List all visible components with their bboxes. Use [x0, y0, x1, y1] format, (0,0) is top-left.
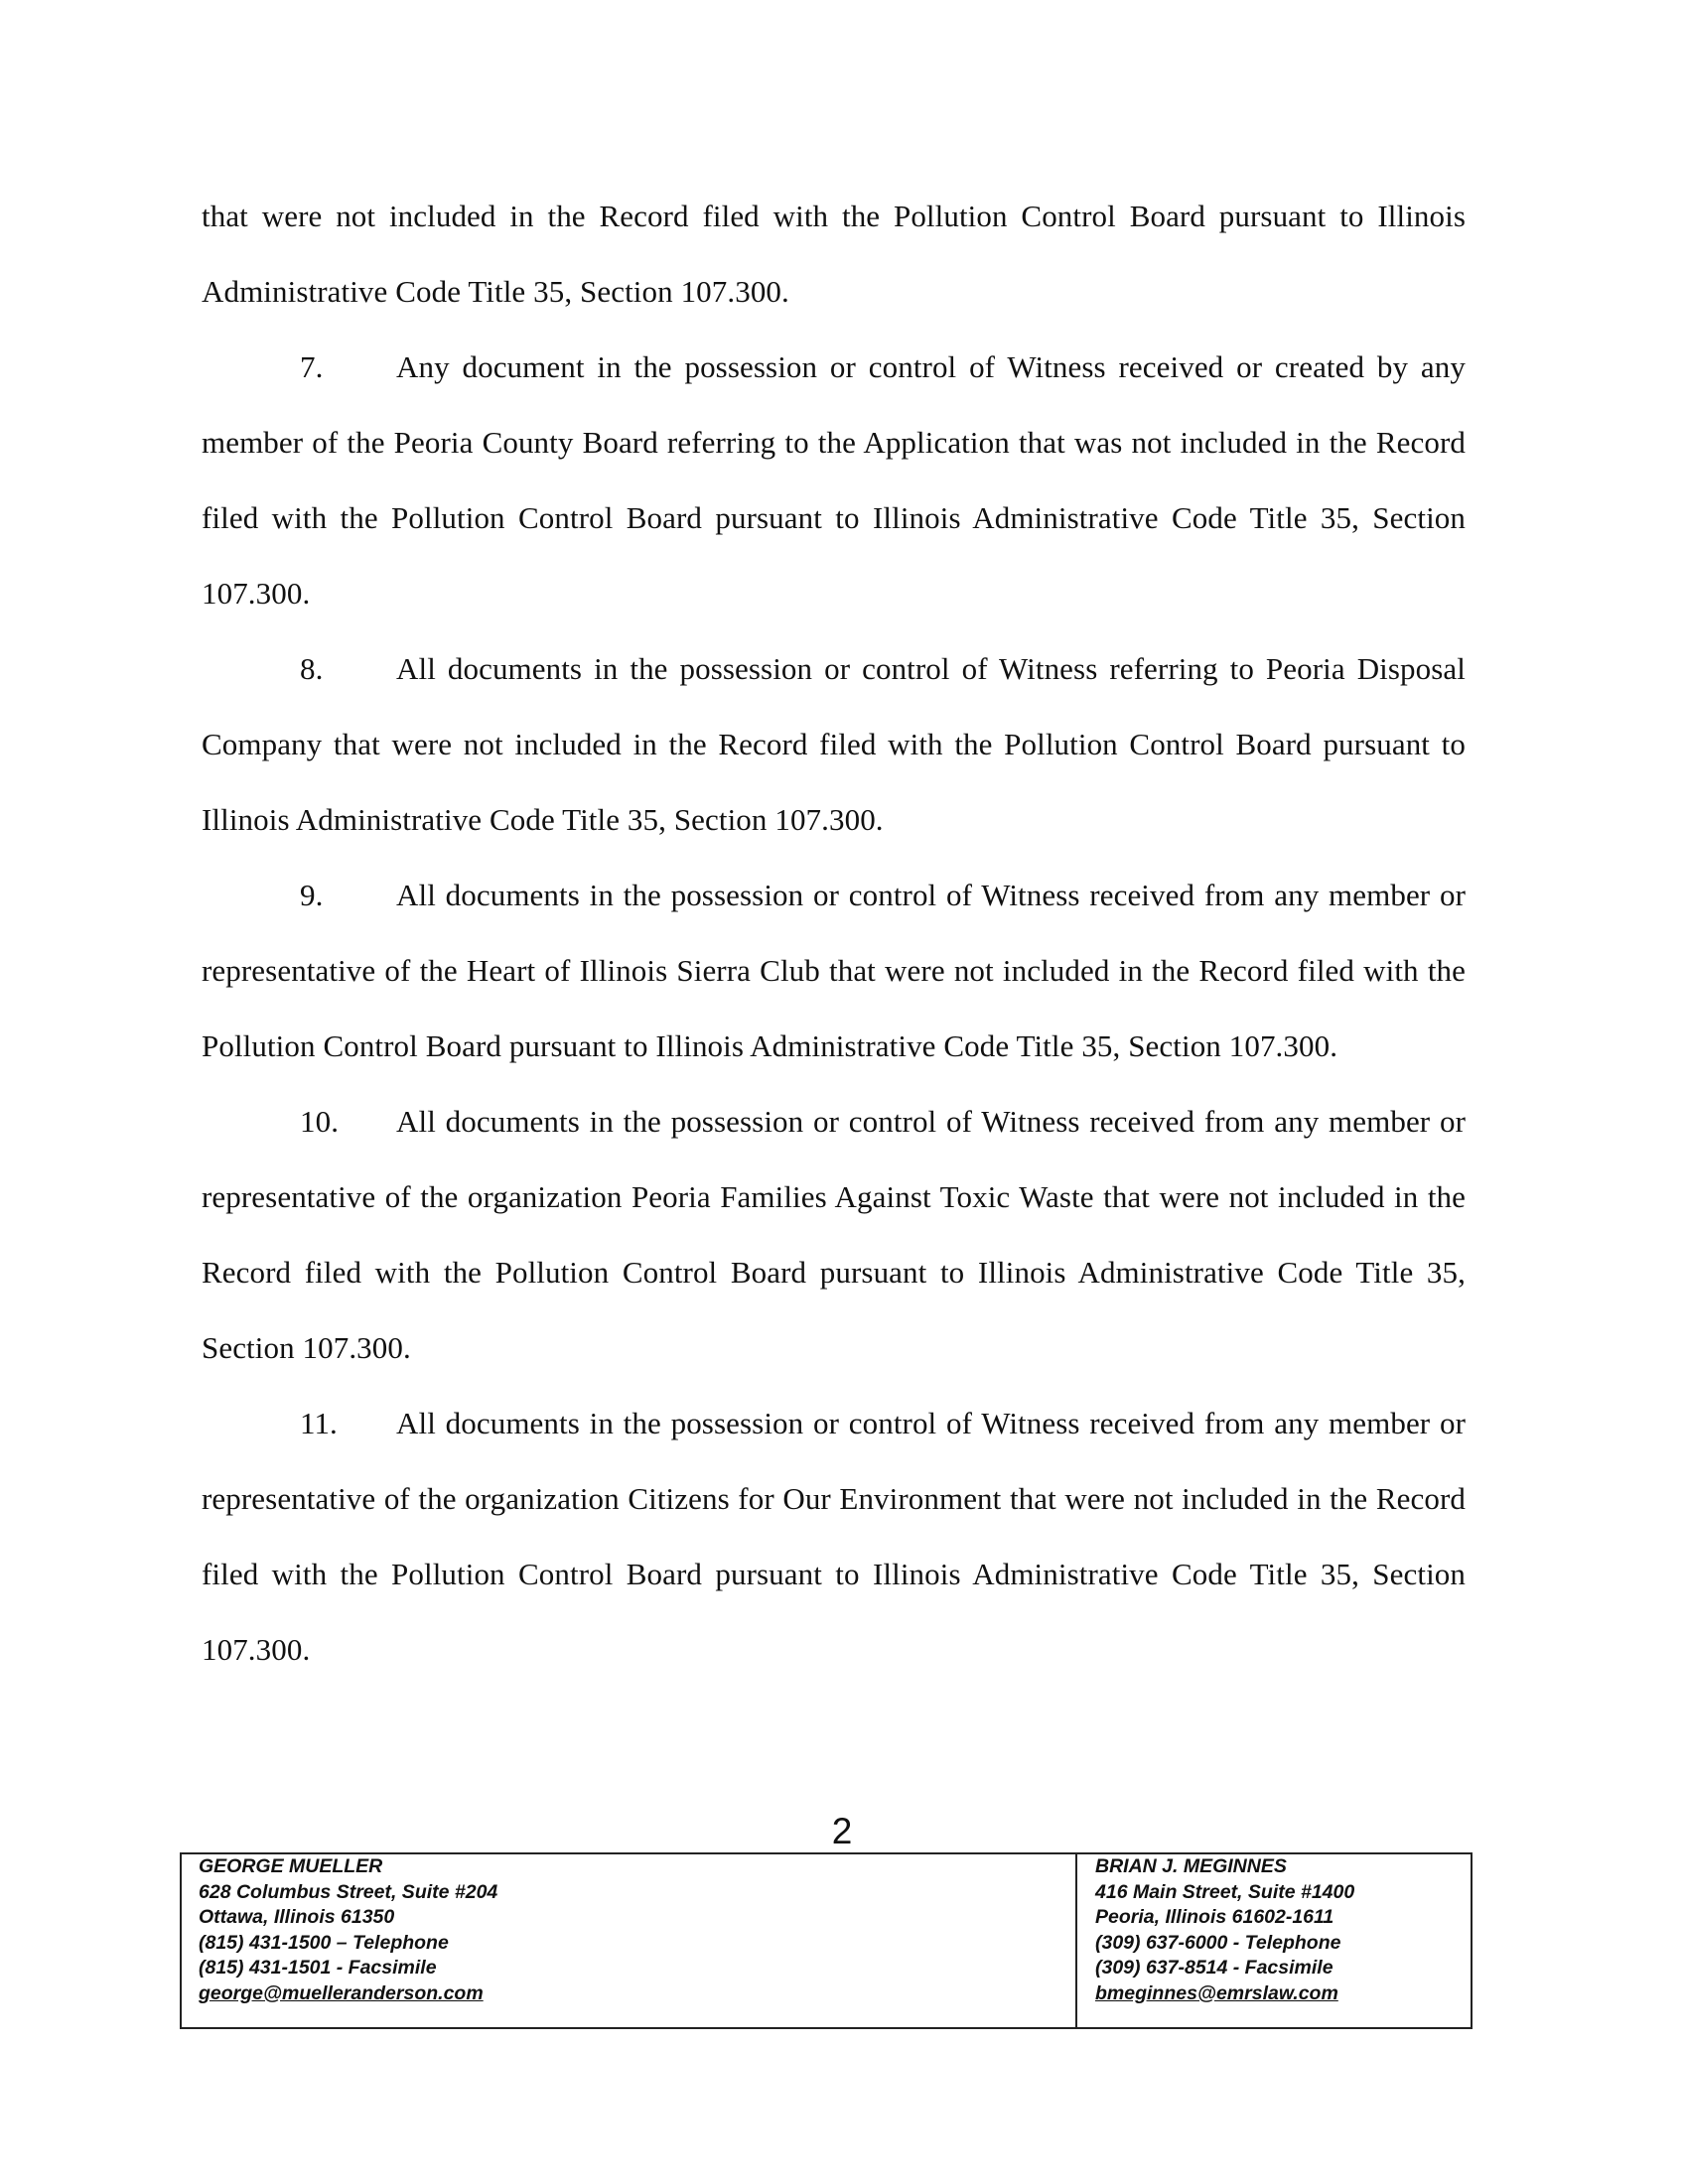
contact-email-link[interactable]: george@muelleranderson.com: [199, 1981, 484, 2004]
paragraph-text: that were not included in the Record filed with the Pollution Control Board pursuant to Illinois Administrative Code Title 35, Section 107.300.: [202, 199, 1466, 309]
paragraph-number: 8.: [300, 651, 324, 686]
paragraph-text: Any document in the possession or control of Witness received or created by any member of the Peoria County Board referring to the Application that was not included in the Record filed with the Pollution Control Board pursuant to Illinois Administrative Code Title 35, Section 107.300.: [202, 349, 1466, 611]
footer-divider: [1075, 1854, 1077, 2027]
paragraph-9: [202, 858, 1466, 1084]
paragraph-7: [202, 330, 1466, 631]
paragraph-number: 10.: [300, 1104, 340, 1139]
contact-address-line1: 628 Columbus Street, Suite #204: [199, 1880, 498, 1903]
contact-left: [199, 1854, 497, 2006]
paragraph-11: [202, 1386, 1466, 1688]
contact-name: BRIAN J. MEGINNES: [1095, 1855, 1287, 1877]
contact-phone: (815) 431-1500 – Telephone: [199, 1931, 449, 1954]
paragraph-text: All documents in the possession or control of Witness received from any member or representative of the organization Citizens for Our Environment that were not included in the Record filed with the Pollution Control Board pursuant to Illinois Administrative Code Title 35, Section 107.300.: [202, 1406, 1466, 1667]
contact-address-line2: Ottawa, Illinois 61350: [199, 1906, 395, 1928]
paragraph-text: All documents in the possession or control of Witness received from any member or representative of the Heart of Illinois Sierra Club that were not included in the Record filed with the Pollution Control Board pursuant to Illinois Administrative Code Title 35, Section 107.300.: [202, 878, 1466, 1063]
paragraph-continued: [202, 179, 1466, 330]
contact-address-line1: 416 Main Street, Suite #1400: [1095, 1880, 1355, 1903]
page-number: 2: [831, 1811, 853, 1851]
document-body: [202, 179, 1466, 1688]
contact-email-link[interactable]: bmeginnes@emrslaw.com: [1095, 1981, 1338, 2004]
paragraph-8: [202, 631, 1466, 858]
contact-right: [1095, 1854, 1354, 2006]
footer-contact-box: [180, 1852, 1473, 2029]
paragraph-10: [202, 1084, 1466, 1386]
paragraph-number: 11.: [300, 1406, 338, 1440]
contact-fax: (815) 431-1501 - Facsimile: [199, 1957, 437, 1979]
paragraph-text: All documents in the possession or control of Witness received from any member or representative of the organization Peoria Families Against Toxic Waste that were not included in the Record filed with the Pollution Control Board pursuant to Illinois Administrative Code Title 35, Section 107.300.: [202, 1104, 1466, 1365]
paragraph-number: 9.: [300, 878, 324, 912]
contact-name: GEORGE MUELLER: [199, 1855, 383, 1877]
paragraph-number: 7.: [300, 349, 324, 384]
contact-fax: (309) 637-8514 - Facsimile: [1095, 1957, 1333, 1979]
contact-phone: (309) 637-6000 - Telephone: [1095, 1931, 1341, 1954]
paragraph-text: All documents in the possession or control of Witness referring to Peoria Disposal Company that were not included in the Record filed with the Pollution Control Board pursuant to Illinois Administrative Code Title 35, Section 107.300.: [202, 651, 1466, 837]
contact-address-line2: Peoria, Illinois 61602-1611: [1095, 1906, 1334, 1928]
